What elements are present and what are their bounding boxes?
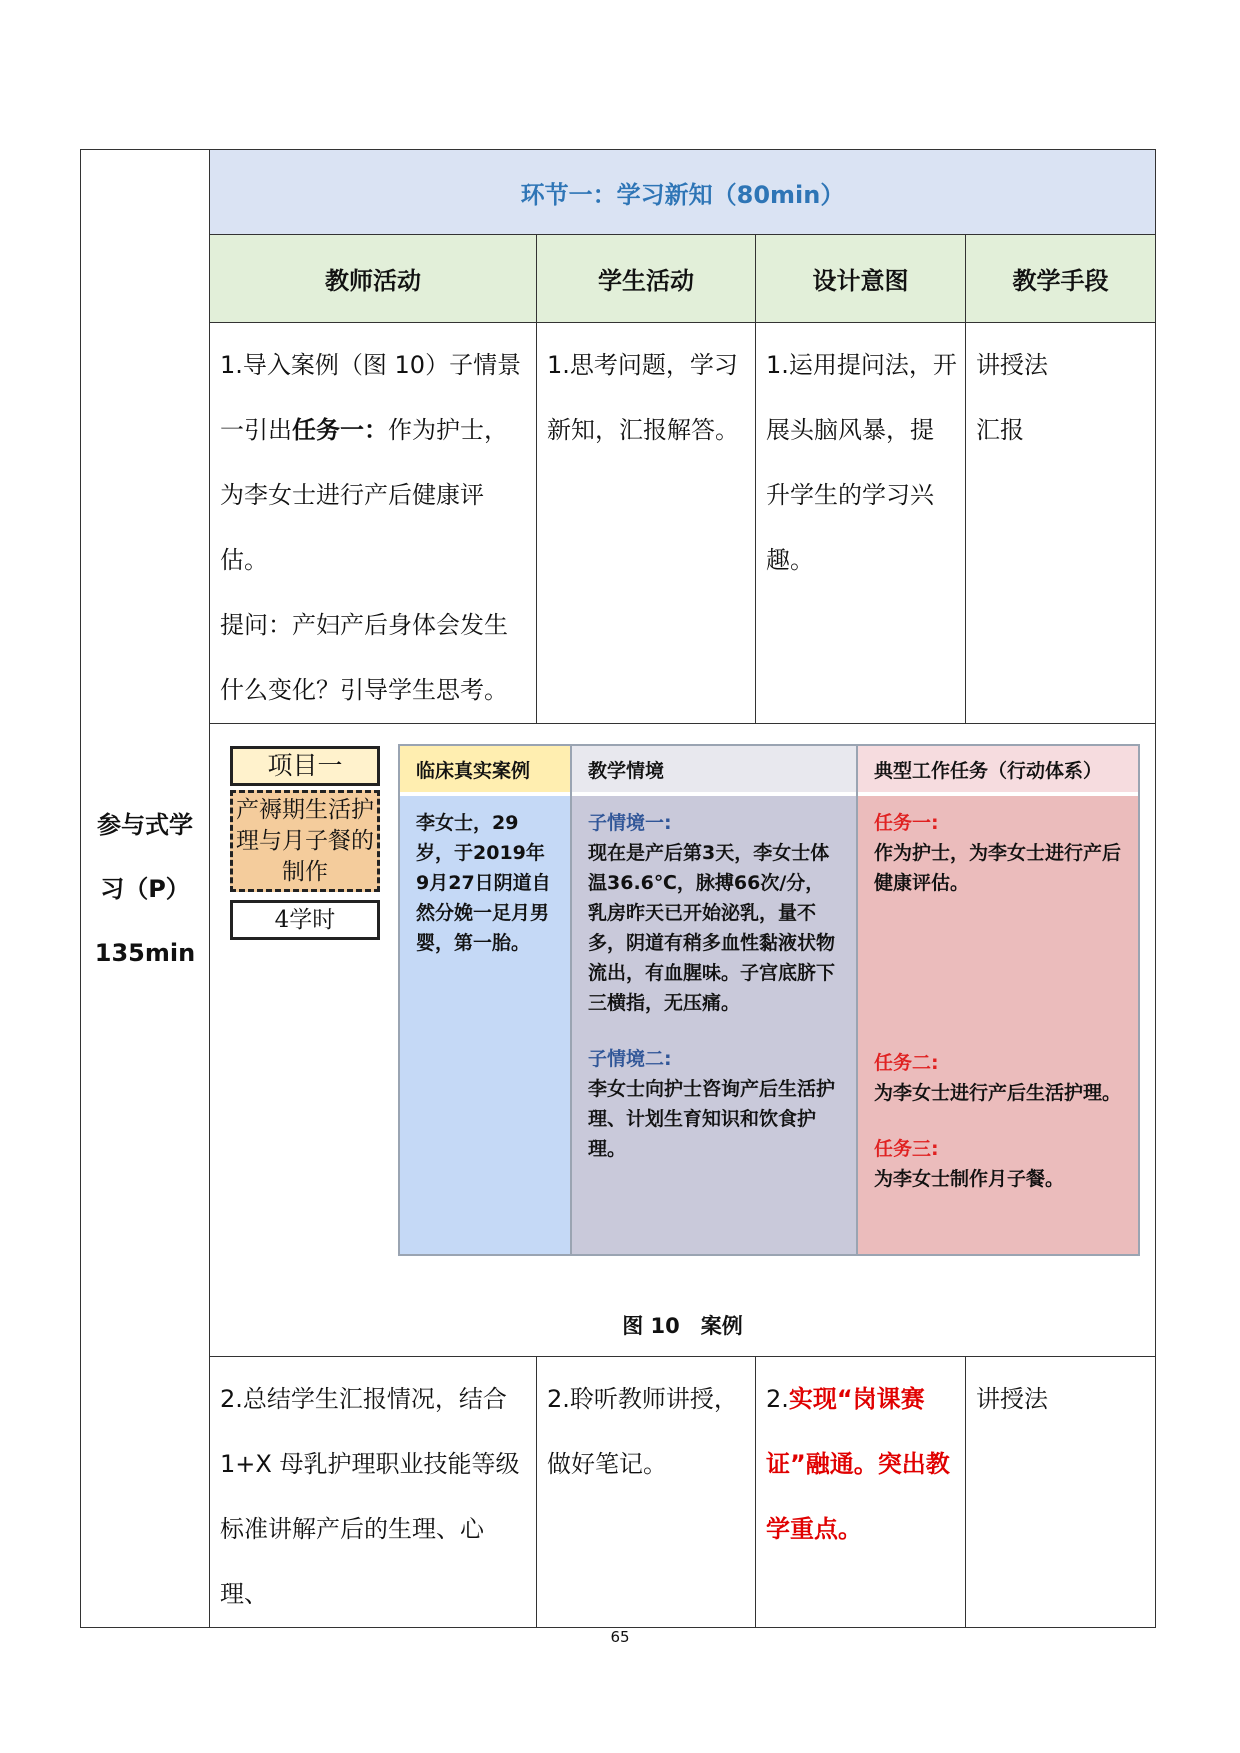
- stage-label-cell: [81, 150, 210, 1628]
- row1-means-cell: [966, 323, 1156, 724]
- header-student-activity: 学生活动: [537, 235, 756, 323]
- project-name: 产褥期生活护理与月子餐的制作: [230, 790, 380, 892]
- row1-design-cell: [756, 323, 966, 724]
- row1-design-text: 1.运用提问法，开展头脑风暴，提升学生的学习兴趣。: [766, 351, 957, 574]
- project-title: 项目一: [230, 746, 380, 786]
- header-design-intent: 设计意图: [756, 235, 966, 323]
- clinical-case-head: 临床真实案例: [400, 746, 570, 796]
- means-lecture: 讲授法: [976, 351, 1048, 379]
- means-report: 汇报: [976, 416, 1024, 444]
- scene2-text: 李女士向护士咨询产后生活护理、计划生育知识和饮食护理。: [588, 1078, 836, 1160]
- row2-student-cell: [537, 1357, 756, 1628]
- work-task-body: [858, 796, 1138, 1194]
- task-one-label: 任务一：: [292, 416, 388, 444]
- row1-teacher-intro: 1.导入案例（图 10）子情景一引出: [220, 351, 522, 444]
- work-task-column: [858, 746, 1138, 1254]
- case-board: [398, 744, 1140, 1256]
- header-teacher-activity: 教师活动: [210, 235, 537, 323]
- row2-means-cell: [966, 1357, 1156, 1628]
- teaching-scene-column: [572, 746, 858, 1254]
- task1-title: 任务一:: [874, 812, 939, 834]
- clinical-case-column: [400, 746, 572, 1254]
- row2-student-text: 2.聆听教师讲授，做好笔记。: [547, 1385, 738, 1478]
- figure-cell: [210, 724, 1156, 1357]
- figure-caption: 图 10 案例: [622, 1314, 743, 1338]
- row1-means-text: [966, 323, 1155, 463]
- page-number: 65: [610, 1628, 630, 1646]
- work-task-head: 典型工作任务（行动体系）: [858, 746, 1138, 796]
- task2-title: 任务二:: [874, 1052, 939, 1074]
- scene2-title: 子情境二:: [588, 1048, 672, 1070]
- clinical-case-text: 李女士，29岁，于2019年9月27日阴道自然分娩一足月男婴，第一胎。: [416, 812, 551, 954]
- task2-text: 为李女士进行产后生活护理。: [874, 1082, 1122, 1104]
- scene1-title: 子情境一:: [588, 812, 672, 834]
- stage-label-line1: 参与式学: [97, 810, 193, 839]
- row2-teacher-cell: [210, 1357, 537, 1628]
- lesson-plan-table: [80, 149, 1156, 1628]
- row2-design-highlight: 实现“岗课赛证”融通。突出教学重点。: [766, 1385, 950, 1543]
- project-hours: 4学时: [230, 900, 380, 940]
- section-title: 环节一：学习新知（80min）: [210, 150, 1156, 235]
- row1-teacher-rest: 作为护士，为李女士进行产后健康评估。: [220, 416, 508, 574]
- stage-label-line3: 135min: [94, 938, 196, 967]
- row2-design-prefix: 2.: [766, 1385, 789, 1413]
- figure-10: [230, 744, 1150, 1279]
- task3-title: 任务三:: [874, 1138, 939, 1160]
- teaching-scene-body: [572, 796, 856, 1164]
- task1-text: 作为护士，为李女士进行产后健康评估。: [874, 842, 1122, 894]
- scene1-text: 现在是产后第3天，李女士体温36.6℃，脉搏66次/分，乳房昨天已开始泌乳，量不多，阴道有稍多血性黏液状物流出，有血腥味。子宫底脐下三横指，无压痛。: [588, 842, 836, 1014]
- row1-teacher-cell: [210, 323, 537, 724]
- row1-teacher-question: 提问：产妇产后身体会发生什么变化？引导学生思考。: [220, 611, 508, 704]
- row1-student-cell: [537, 323, 756, 724]
- teaching-scene-head: 教学情境: [572, 746, 856, 796]
- header-teaching-means: 教学手段: [966, 235, 1156, 323]
- row1-student-text: 1.思考问题，学习新知，汇报解答。: [547, 351, 739, 444]
- row1-teacher-text: [210, 323, 536, 723]
- row2-means-text: 讲授法: [976, 1385, 1048, 1413]
- row2-teacher-text: 2.总结学生汇报情况，结合1+X 母乳护理职业技能等级标准讲解产后的生理、心理、: [220, 1385, 520, 1608]
- stage-label-line2: 习（P）: [100, 874, 190, 903]
- row2-design-cell: [756, 1357, 966, 1628]
- task3-text: 为李女士制作月子餐。: [874, 1168, 1065, 1190]
- row2-design-text: [756, 1357, 965, 1562]
